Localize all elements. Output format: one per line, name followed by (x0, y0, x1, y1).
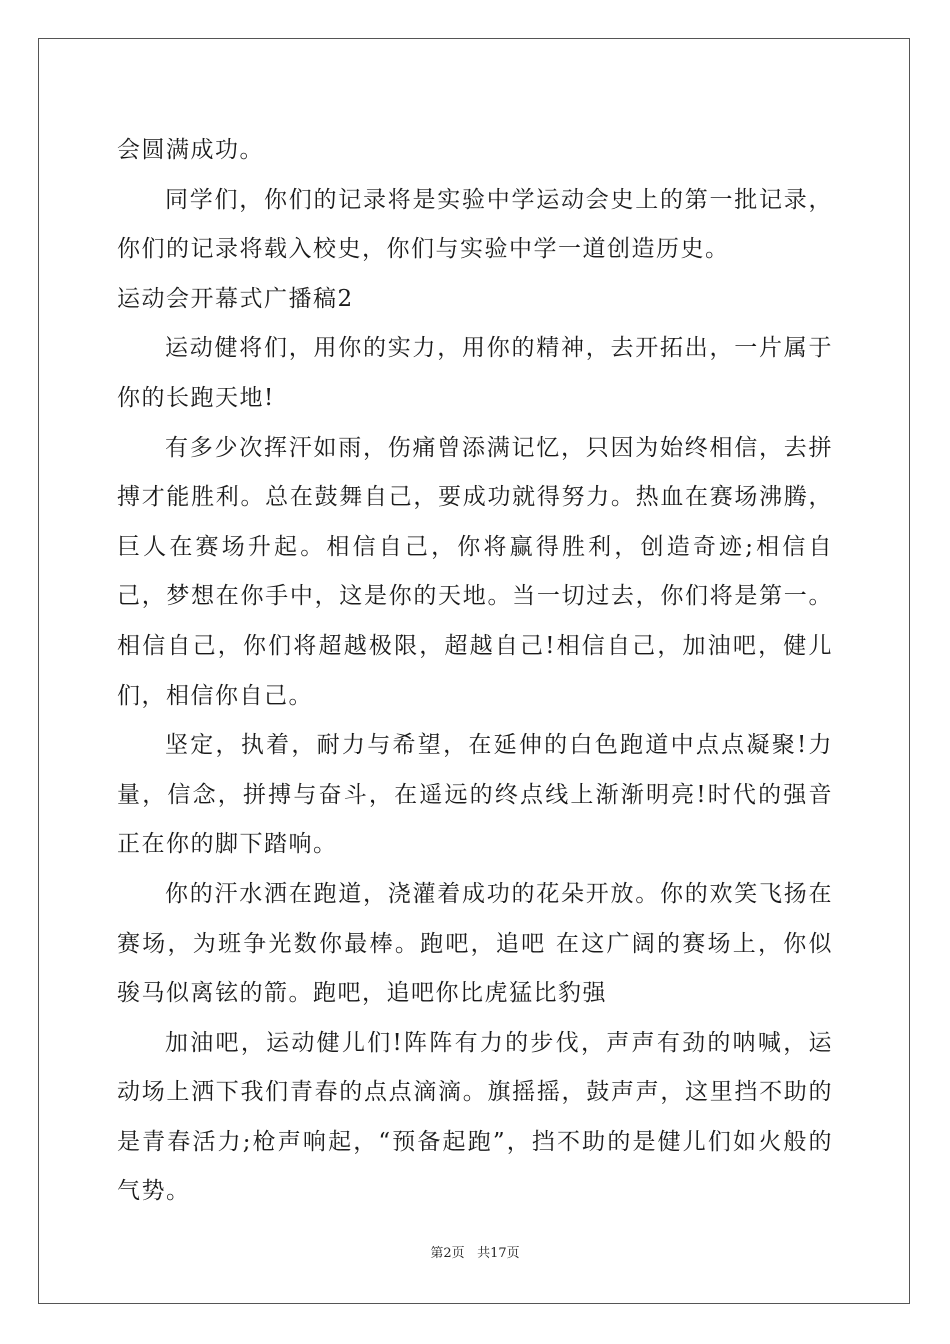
paragraph-2: 同学们，你们的记录将是实验中学运动会史上的第一批记录，你们的记录将载入校史，你们与实验中学一道创造历史。 (117, 186, 833, 263)
paragraph-7: 加油吧，运动健儿们!阵阵有力的步伐，声声有劲的呐喊，运动场上洒下我们青春的点点滴滴。旗摇摇，鼓声声，这里挡不助的是青春活力;枪声响起，“预备起跑”，挡不助的是健儿们如火般的气势。 (117, 1029, 833, 1205)
page-footer (0, 1242, 950, 1261)
footer-spacer (465, 1246, 477, 1261)
paragraph-4: 有多少次挥汗如雨，伤痛曾添满记忆，只因为始终相信，去拼搏才能胜利。总在鼓舞自己，要成功就得努力。热血在赛场沸腾，巨人在赛场升起。相信自己，你将赢得胜利，创造奇迹;相信自己，梦想在你手中，这是你的天地。当一切过去，你们将是第一。相信自己，你们将超越极限，超越自己!相信自己，加油吧，健儿们，相信你自己。 (117, 434, 833, 709)
paragraph-3: 运动健将们，用你的实力，用你的精神，去开拓出，一片属于你的长跑天地! (117, 335, 833, 411)
paragraph-6: 你的汗水洒在跑道，浇灌着成功的花朵开放。你的欢笑飞扬在赛场，为班争光数你最棒。跑吧，追吧 在这广阔的赛场上，你似骏马似离铉的箭。跑吧，追吧你比虎猛比豹强 (117, 880, 833, 1007)
document-body (117, 126, 833, 1217)
page-total: 共17页 (477, 1246, 520, 1261)
page-number: 第2页 (430, 1246, 465, 1261)
section-heading: 运动会开幕式广播稿2 (117, 285, 354, 312)
paragraph-1: 会圆满成功。 (117, 137, 264, 163)
paragraph-5: 坚定，执着，耐力与希望，在延伸的白色跑道中点点凝聚!力量，信念，拼搏与奋斗，在遥远的终点线上渐渐明亮!时代的强音正在你的脚下踏响。 (117, 732, 833, 858)
